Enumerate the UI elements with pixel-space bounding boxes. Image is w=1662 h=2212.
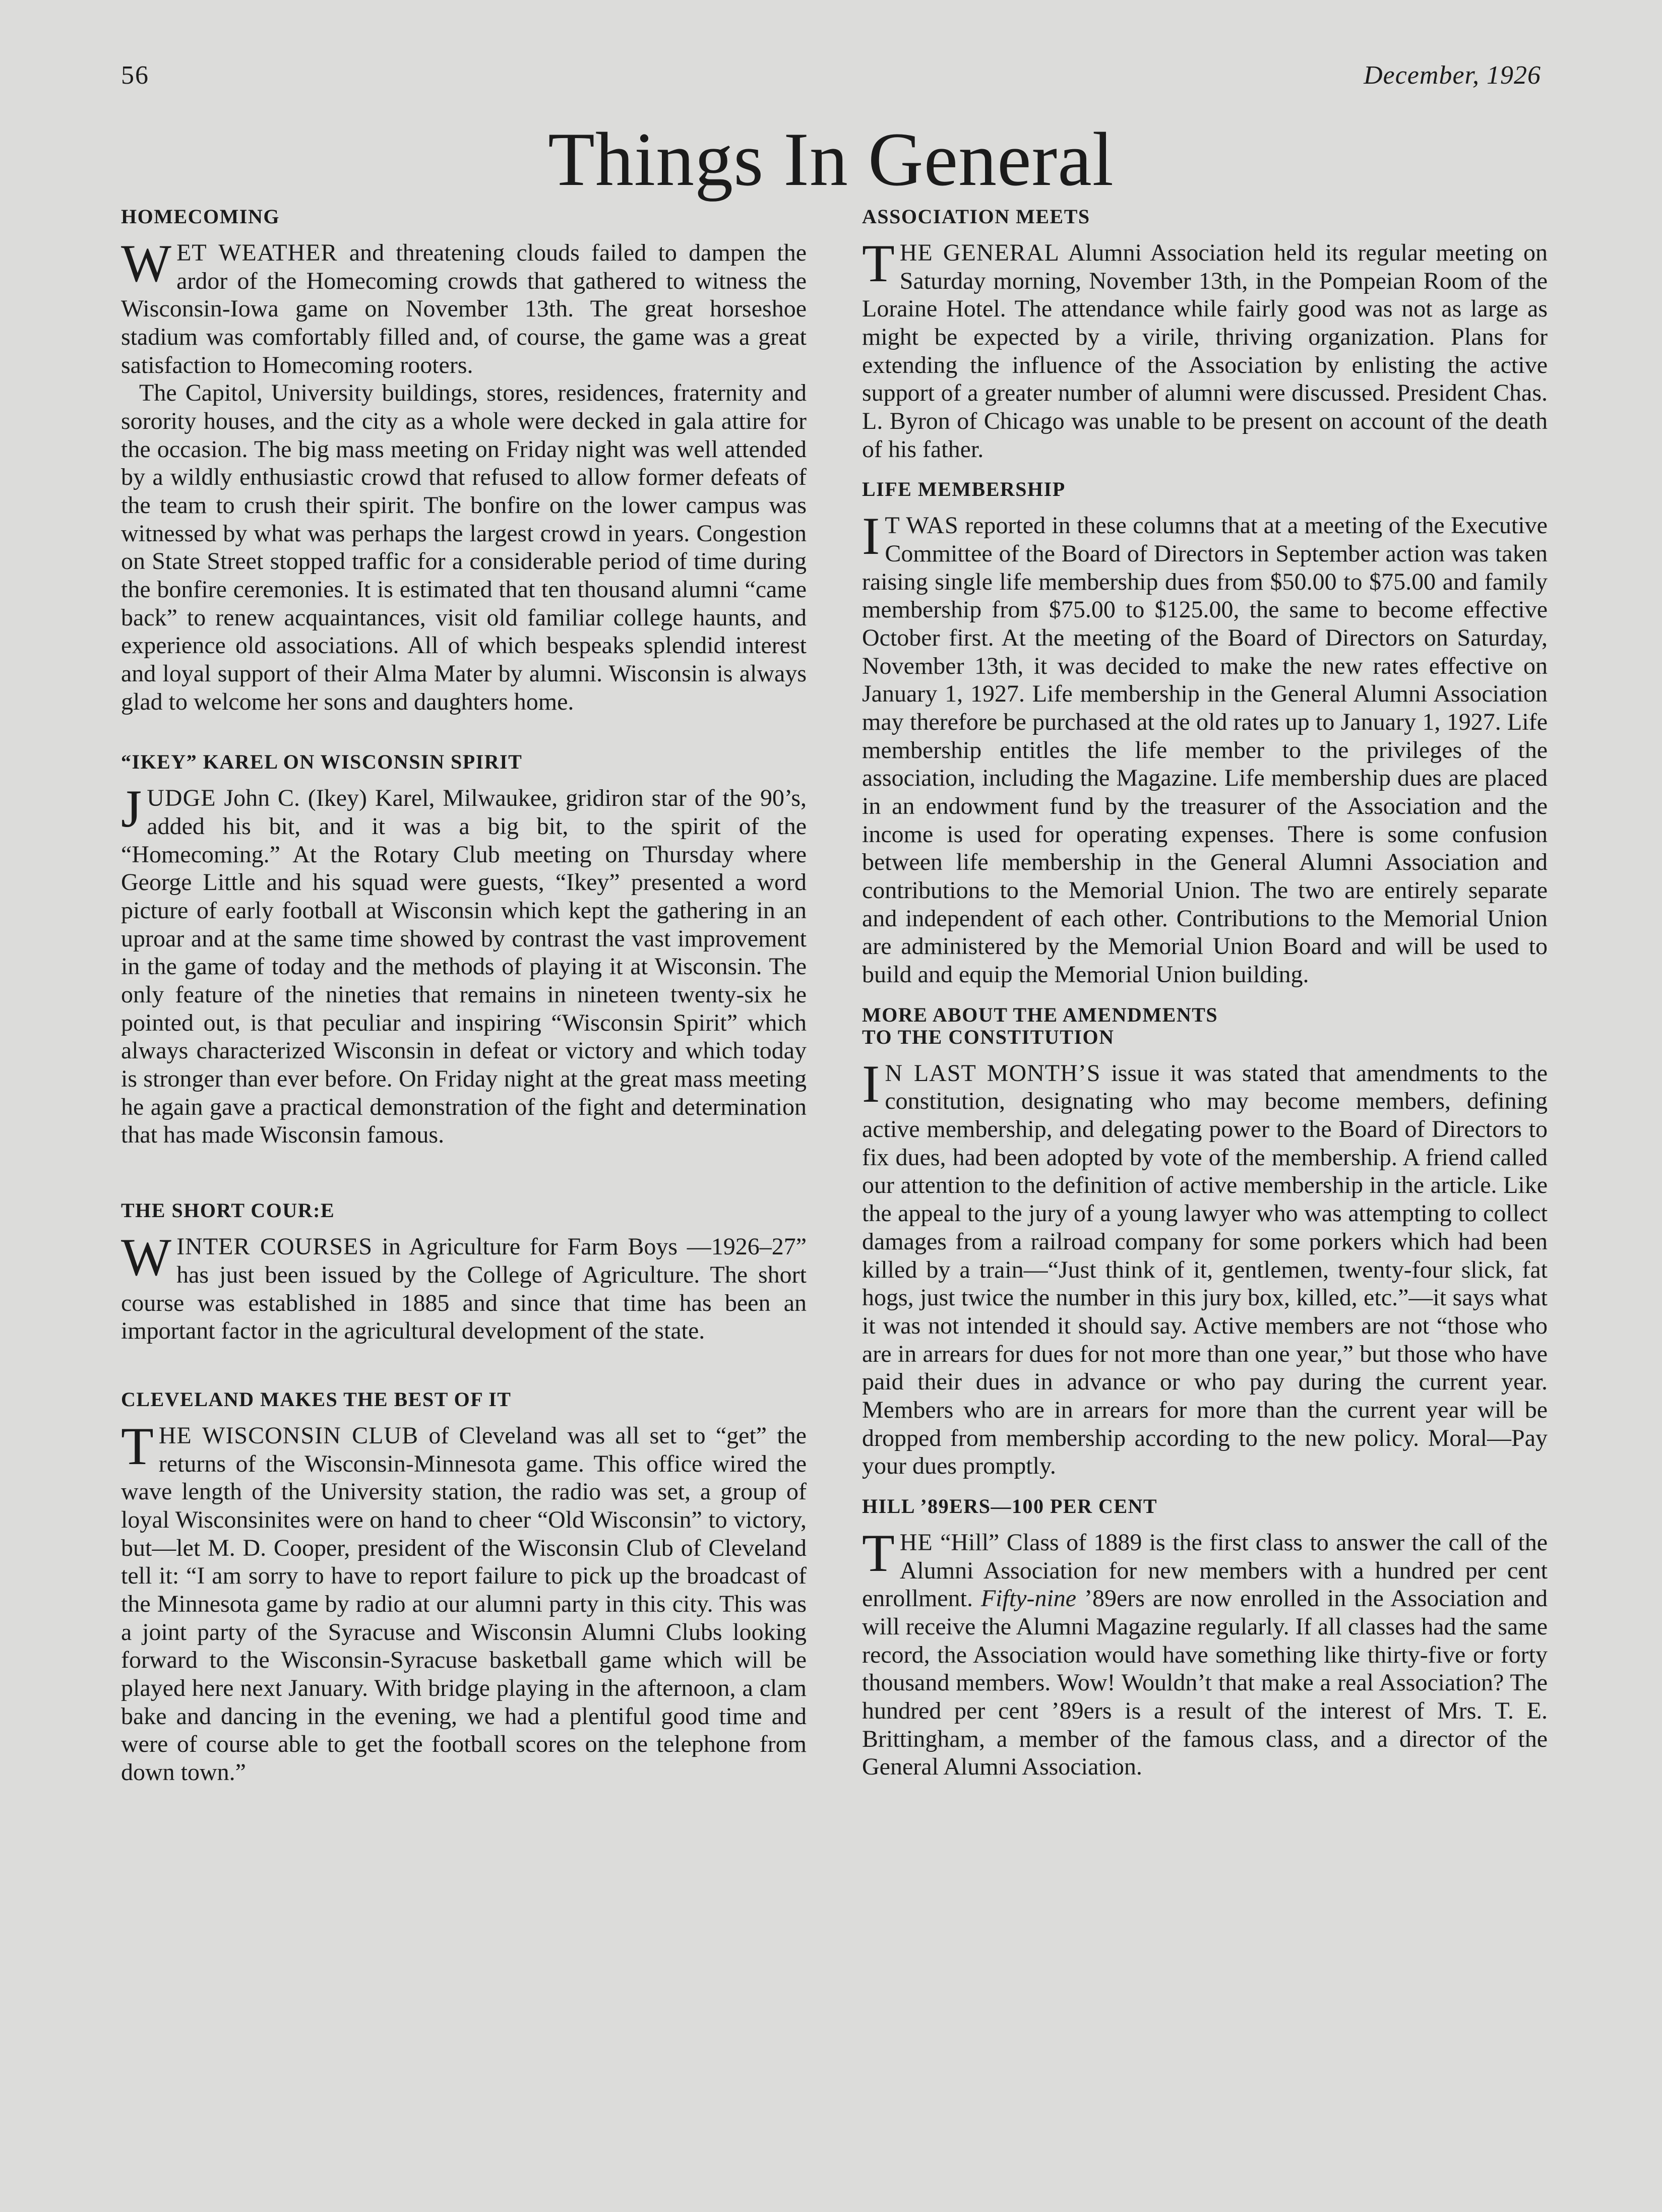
article-paragraph <box>121 779 807 1149</box>
article-heading: LIFE MEMBERSHIP <box>862 478 1066 501</box>
drop-cap: T <box>121 1416 154 1476</box>
paragraph-text: in Agriculture for Farm Boys —1926–27” has just been issued by the College of Agriculture. The short course was established in 1885 and since that time has been an important factor in the agricultural development of the state. <box>121 1233 807 1345</box>
article-hill-89ers <box>862 1495 1548 1781</box>
article-paragraph <box>862 507 1548 988</box>
lead-in: HE GENERAL <box>899 239 1060 266</box>
lead-in: N LAST MONTH’S <box>885 1059 1101 1087</box>
article-cleveland <box>121 1388 807 1787</box>
lead-in: T WAS <box>885 512 959 539</box>
paragraph-text: “Hill” Class of 1889 is the first class to answer the call of the Alumni Association for new members with a hundred per cent enrollment. <box>862 1529 1548 1612</box>
lead-in: UDGE <box>147 785 216 812</box>
paragraph-text: issue it was stated that amendments to the constitution, designating who may become members, defining active membership, and delegating power to the Board of Directors to fix dues, had been adopted by vote of the membership. A friend called our attention to the definition of active membership in the article. Like the appeal to the jury of a young lawyer who was attempting to collect damages from a railroad company for some porkers which had been killed by a train—“Just think of it, gentlemen, twenty-four slick, fat hogs, just twice the number in this jury box, killed, etc.”—it says what it was not intended it should say. Active members are not “those who are in arrears for dues for not more than one year,” but those who have paid their dues in advance or who pay during the current year. Members who are in arrears for more than the current year will be dropped from membership according to the new policy. Moral—Pay your dues promptly. <box>862 1059 1548 1480</box>
paragraph-text: reported in these columns that at a meeting of the Executive Committee of the Board of Directors in September action was taken raising single life membership dues from $50.00 to $75.00 and family membership from $75.00 to $125.00, the same to become effective October first. At the meeting of the Board of Directors on Saturday, November 13th, it was decided to make the new rates effective on January 1, 1927. Life membership in the General Alumni Association may therefore be purchased at the old rates up to January 1, 1927. Life membership entitles the life member to the privileges of the association, including the Magazine. Life membership dues are placed in an endowment fund by the treasurer of the Association and the income is used for operating expenses. There is some confusion between life membership in the General Alumni Association and contributions to the Memorial Union. The two are entirely separate and independent of each other. Contributions to the Memorial Union are administered by the Memorial Union Board and will be used to build and equip the Memorial Union building. <box>862 512 1548 988</box>
drop-cap: T <box>862 1523 895 1583</box>
page-number: 56 <box>121 61 149 90</box>
article-amendments <box>862 1004 1548 1480</box>
article-life-membership <box>862 478 1548 988</box>
left-column <box>121 206 807 1787</box>
lead-in: INTER COURSES <box>176 1233 373 1260</box>
lead-in: ET WEATHER <box>176 239 338 266</box>
paragraph-text: of Cleveland was all set to “get” the returns of the Wisconsin-Minnesota game. This office wired the wave length of the University station, the radio was set, a group of loyal Wisconsinites were on hand to cheer “Old Wisconsin” to victory, but—let M. D. Cooper, president of the Wisconsin Club of Cleveland tell it: “I am sorry to have to report failure to pick up the broadcast of the Minnesota game by radio at our alumni party in this city. This was a joint party of the Syracuse and Wisconsin Alumni Clubs looking forward to the Wisconsin-Syracuse basketball game which will be played here next January. With bridge playing in the afternoon, a clam bake and dancing in the evening, we had a plentiful good time and were of course able to get the football scores on the telephone from down town.” <box>121 1422 807 1786</box>
paragraph-text: Alumni Association held its regular meeting on Saturday morning, November 13th, in the Pompeian Room of the Loraine Hotel. The attendance while fairly good was not as large as might be expected by a virile, thriving organization. Plans for extending the influence of the Association by enlisting the active support of a greater number of alumni were discussed. President Chas. L. Byron of Chicago was unable to be present on account of the death of his father. <box>862 239 1548 463</box>
lead-in: HE <box>899 1529 933 1556</box>
article-paragraph <box>121 1416 807 1787</box>
article-paragraph: The Capitol, University buildings, stores, residences, fraternity and sorority houses, and the city as a whole were decked in gala attire for the occasion. The big mass meeting on Friday night was well attended by a wildly enthusiastic crowd that refused to allow former defeats of the team to crush their spirit. The bonfire on the lower campus was witnessed by what was perhaps the largest crowd in years. Congestion on State Street stopped traffic for a considerable period of time during the bonfire ceremonies. It is estimated that ten thousand alumni “came back” to renew acquaintances, visit old familiar college haunts, and experience old associations. All of which bespeaks splendid interest and loyal support of their Alma Mater by alumni. Wisconsin is always glad to welcome her sons and daughters home. <box>121 380 807 715</box>
article-heading <box>862 1004 1548 1048</box>
article-homecoming <box>121 206 807 716</box>
heading-line: TO THE CONSTITUTION <box>862 1025 1115 1048</box>
article-heading: HILL ’89ERS—100 PER CENT <box>862 1494 1158 1518</box>
lead-in: HE WISCONSIN CLUB <box>158 1422 419 1449</box>
article-paragraph <box>862 1523 1548 1781</box>
paragraph-text: ’89ers are now enrolled in the Association and will receive the Alumni Magazine regularly. If all classes had the same record, the Association would have something like thirty-five or forty thousand members. Wow! Wouldn’t that make a real Association? The hundred per cent ’89ers is a result of the interest of Mrs. T. E. Brittingham, a member of the famous class, and a director of the General Alumni Association. <box>862 1585 1548 1781</box>
drop-cap: J <box>121 779 142 839</box>
heading-line: MORE ABOUT THE AMENDMENTS <box>862 1003 1218 1026</box>
page-title: Things In General <box>548 117 1114 202</box>
drop-cap: I <box>862 507 880 566</box>
article-ikey-karel <box>121 751 807 1149</box>
paragraph-text: and threatening clouds failed to dampen the ardor of the Homecoming crowds that gathered to witness the Wisconsin-Iowa game on November 13th. The great horseshoe stadium was comfortably filled and, of course, the game was a great satisfaction to Homecoming rooters. <box>121 239 807 378</box>
article-short-course <box>121 1199 807 1345</box>
paragraph-text: John C. (Ikey) Karel, Milwaukee, gridiron star of the 90’s, added his bit, and it was a big bit, to the spirit of the “Homecoming.” At the Rotary Club meeting on Thursday where George Little and his squad were guests, “Ikey” presented a word picture of early football at Wisconsin which kept the gathering in an uproar and at the same time showed by contrast the vast improvement in the game of today and the methods of playing it at Wisconsin. The only feature of the nineties that remains in nineteen twenty-six he pointed out, is that peculiar and inspiring “Wisconsin Spirit” which always characterized Wisconsin in defeat or victory and which today is stronger than ever before. On Friday night at the great mass meeting he again gave a practical demonstration of the fight and determination that has made Wisconsin famous. <box>121 785 807 1149</box>
drop-cap: T <box>862 234 895 293</box>
issue-date: December, 1926 <box>1364 61 1541 90</box>
article-heading: THE SHORT COUR:E <box>121 1199 335 1222</box>
article-heading: HOMECOMING <box>121 205 280 228</box>
drop-cap: W <box>121 234 172 293</box>
drop-cap: W <box>121 1228 172 1287</box>
right-column <box>862 206 1548 1781</box>
drop-cap: I <box>862 1054 880 1113</box>
paragraph-emphasis: Fifty-nine <box>980 1585 1077 1612</box>
article-paragraph <box>862 234 1548 463</box>
article-paragraph <box>862 1054 1548 1480</box>
article-association-meets <box>862 206 1548 463</box>
article-heading: “IKEY” KAREL ON WISCONSIN SPIRIT <box>121 750 523 774</box>
article-paragraph <box>121 234 807 379</box>
article-paragraph <box>121 1228 807 1345</box>
article-heading: ASSOCIATION MEETS <box>862 205 1090 228</box>
article-heading: CLEVELAND MAKES THE BEST OF IT <box>121 1387 512 1411</box>
